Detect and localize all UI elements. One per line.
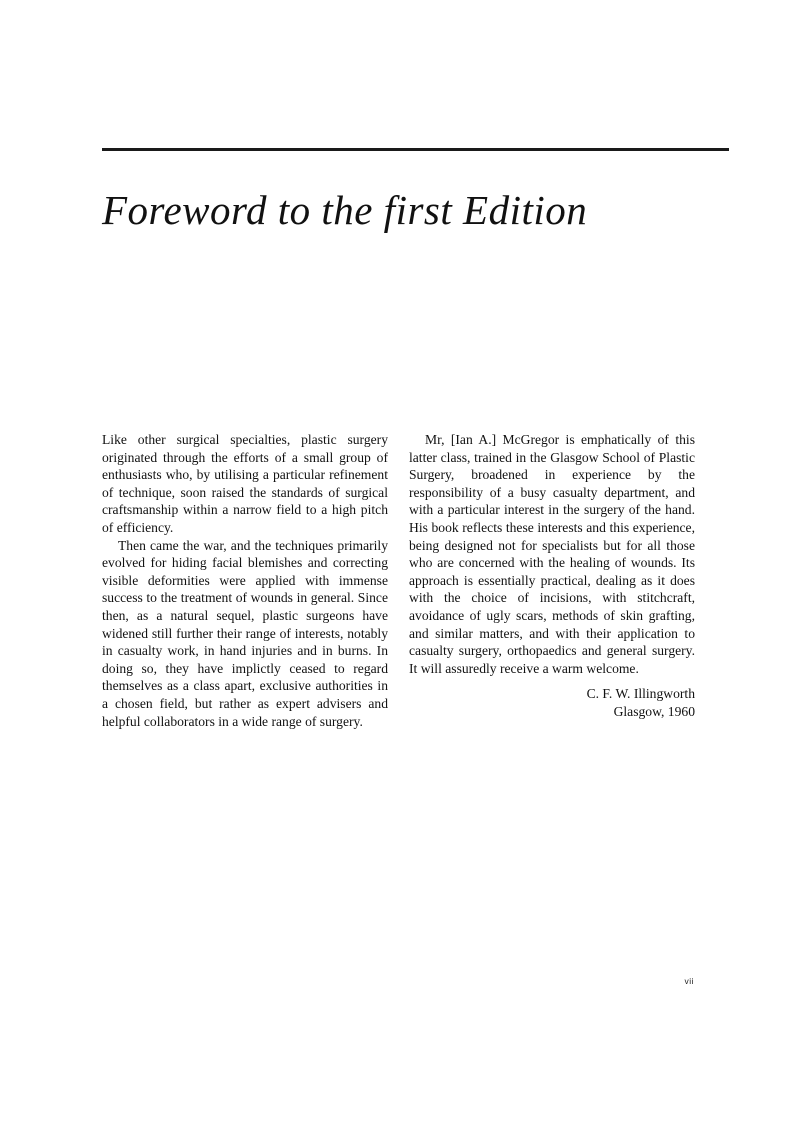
left-column <box>102 431 388 730</box>
signature-name: C. F. W. Illingworth <box>586 686 695 702</box>
paragraph-3: Mr, [Ian A.] McGregor is emphatically of this latter class, trained in the Glasgow School of Plastic Surgery, broadened in experience by the responsibility of a busy casualty department, and with a particular interest in the surgery of the hand. His book reflects these interests and this experience, being designed not for specialists but for all those who are concerned with the healing of wounds. Its approach is essentially practical, dealing as it does with the choice of incisions, with stitchcraft, avoidance of ugly scars, methods of skin grafting, and similar matters, and with their application to casualty surgery, orthopaedics and general surgery. It will assuredly receive a warm welcome. <box>409 432 695 676</box>
paragraph-2: Then came the war, and the techniques primarily evolved for hiding facial blemishes and correcting visible deformities were applied with immense success to the treatment of wounds in general. Since then, as a natural sequel, plastic surgeons have widened still further their range of interests, notably in casualty work, in hand injuries and in burns. In doing so, they have implictly ceased to regard themselves as a class apart, exclusive authorities in a chosen field, but rather as expert advisers and helpful collaborators in a wide range of surgery. <box>102 537 388 729</box>
page-number: vii <box>684 976 694 986</box>
signature-block <box>409 685 695 720</box>
signature-place-date: Glasgow, 1960 <box>613 703 695 719</box>
right-column <box>409 431 695 721</box>
page-title: Foreword to the first Edition <box>102 187 588 233</box>
header-rule <box>102 148 729 151</box>
paragraph-1: Like other surgical specialties, plastic surgery originated through the efforts of a small group of enthusiasts who, by utilising a particular refinement of technique, soon raised the standards of surgical craftsmanship within a narrow field to a high pitch of efficiency. <box>102 432 388 535</box>
